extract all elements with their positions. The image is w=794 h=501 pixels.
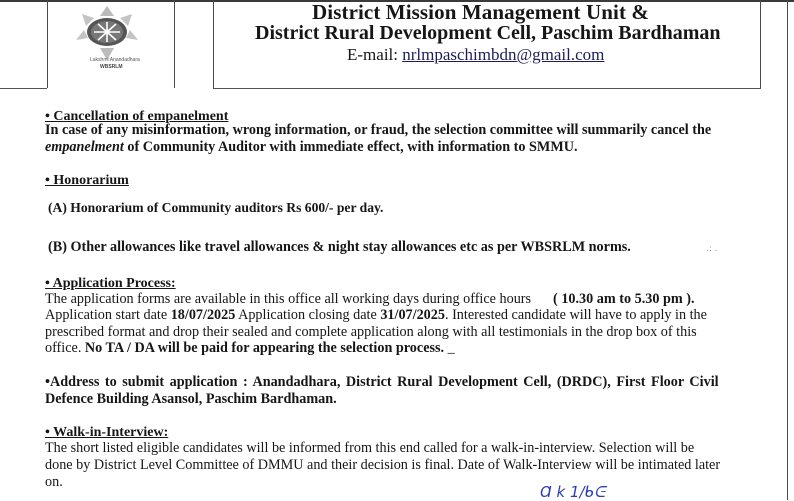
application-line2	[45, 307, 707, 324]
org-title-line1: District Mission Management Unit &	[312, 0, 650, 24]
logo-caption: Lakshmi Anandadhara	[90, 57, 140, 63]
cancellation-text-rest: of Community Auditor with immediate effect, with information to SMMU.	[123, 139, 578, 155]
application-line4-start: office.	[45, 340, 85, 356]
honorarium-item-a: (A) Honorarium of Community auditors Rs 600/- per day.	[48, 200, 384, 215]
walkin-line2: done by District Level Committee of DMMU and their decision is final. Date of Walk-Interview will be intimated later	[45, 457, 721, 473]
walkin-heading: • Walk-in-Interview:	[45, 425, 169, 440]
empanelment-term: empanelment	[45, 139, 124, 155]
address-line2: Defence Building Asansol, Paschim Bardhaman.	[45, 391, 337, 407]
honorarium-item-b: (B) Other allowances like travel allowances & night stay allowances etc as per WBSRLM norms.	[48, 239, 631, 255]
application-heading: • Application Process:	[45, 276, 176, 291]
start-date: 18/07/2025	[170, 307, 236, 323]
table-line	[0, 88, 47, 89]
closing-date: 31/07/2025	[380, 307, 445, 323]
wbsrlm-logo-icon	[72, 4, 142, 60]
logo-caption-abbr: WBSRLM	[100, 64, 123, 70]
scan-mark: _	[444, 340, 455, 356]
application-line1	[45, 291, 695, 308]
email-label: E-mail:	[347, 45, 403, 64]
org-title-line2: District Rural Development Cell, Paschim Bardhaman	[255, 22, 721, 44]
honorarium-heading: • Honorarium	[45, 173, 129, 188]
no-ta-da-notice: No TA / DA will be paid for appearing the selection process.	[84, 340, 445, 356]
scan-speck: .: .	[706, 244, 718, 254]
application-line2-rest: . Interested candidate will have to apply in the	[444, 307, 707, 323]
cancellation-text-line1: In case of any misinformation, wrong information, or fraud, the selection committee will summarily cancel the	[45, 122, 712, 138]
email-link[interactable]: nrlmpaschimbdn@gmail.com	[402, 45, 605, 64]
handwritten-signature: Ɑ k 1/ᑲᕮ	[540, 483, 606, 501]
cancellation-text-line2	[45, 139, 578, 156]
cancellation-heading: • Cancellation of empanelment	[45, 109, 229, 124]
logo	[50, 0, 175, 88]
table-line	[213, 0, 214, 88]
walkin-line1: The short listed eligible candidates will be informed from this end called for a walk-in-interview. Selection will be	[45, 440, 695, 456]
closing-date-label: Application closing date	[235, 307, 381, 323]
table-line	[760, 0, 761, 88]
office-hours: ( 10.30 am to 5.30 pm ).	[553, 291, 695, 307]
right-margin-line	[787, 0, 788, 500]
table-line	[213, 88, 761, 89]
application-hours-text: The application forms are available in this office all working days during office hours	[45, 291, 532, 307]
walkin-line3: on.	[45, 474, 63, 490]
table-line	[47, 0, 48, 88]
contact-email-line	[347, 45, 604, 65]
application-line4	[45, 340, 455, 357]
application-line3: prescribed format and drop their sealed and complete application along with all testimonials in the drop box of this	[45, 324, 697, 340]
address-line1: •Address to submit application : Anandadhara, District Rural Development Cell, (DRDC), First Floor Civil	[45, 374, 719, 390]
start-date-label: Application start date	[45, 307, 171, 323]
